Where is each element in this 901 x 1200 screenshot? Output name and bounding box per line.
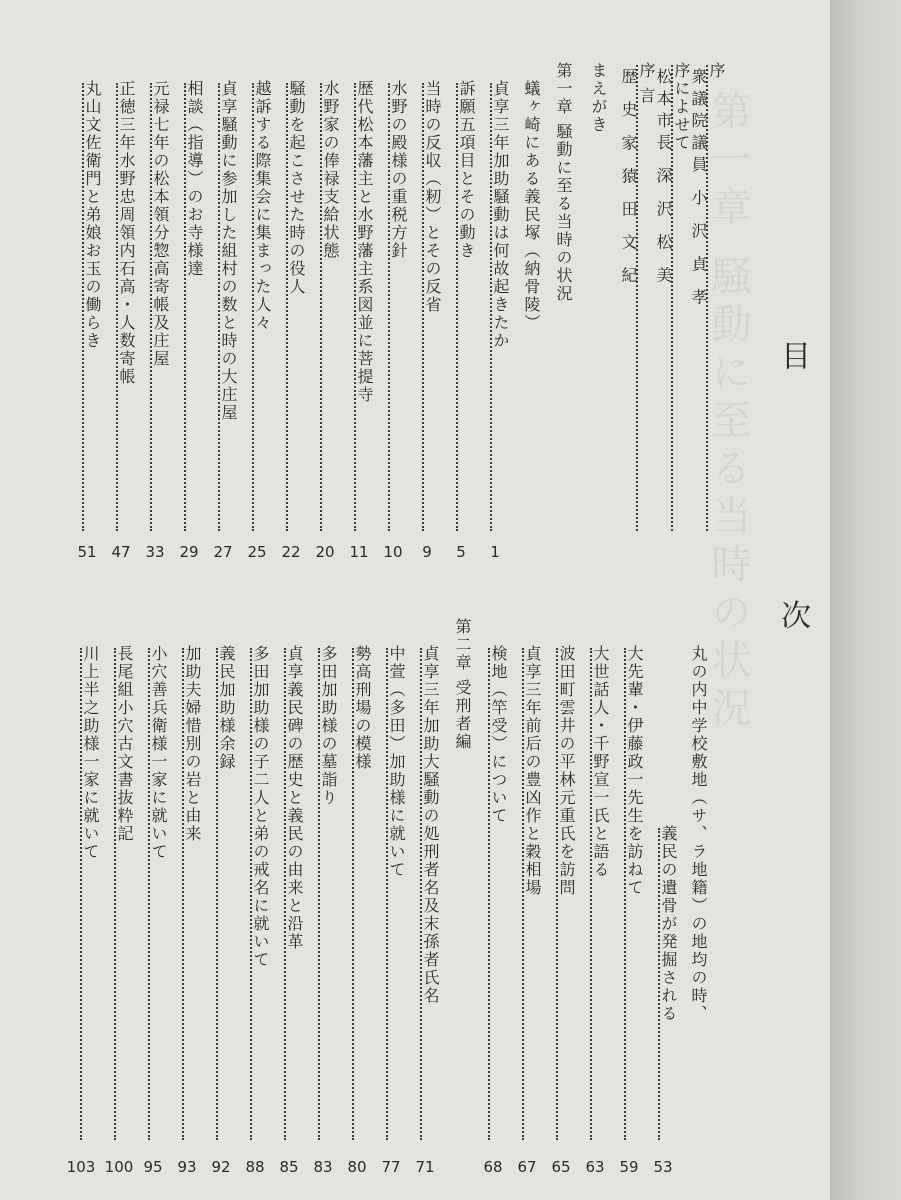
- toc-entry[interactable]: 蟻ヶ崎にある義民塚（納骨陵）: [522, 80, 541, 332]
- page-number: 100: [104, 1158, 134, 1176]
- leader-dots: [386, 648, 388, 1140]
- toc-entry[interactable]: [252, 80, 270, 534]
- toc-entry[interactable]: [114, 645, 132, 1143]
- page-number: 95: [143, 1158, 163, 1176]
- leader-dots: [420, 648, 422, 1140]
- toc-entry[interactable]: [420, 645, 438, 1143]
- page-number: 68: [483, 1158, 503, 1176]
- toc-entry[interactable]: [82, 80, 100, 534]
- page-number: 67: [517, 1158, 537, 1176]
- page-number: 85: [279, 1158, 299, 1176]
- toc-entry-title: 正徳三年水野忠周領内石高・人数寄帳: [117, 80, 136, 386]
- toc-entry[interactable]: [620, 62, 654, 534]
- page-gutter-shadow: [830, 0, 901, 1200]
- toc-entry[interactable]: [354, 80, 372, 534]
- leader-dots: [624, 648, 626, 1140]
- leader-dots: [216, 648, 218, 1140]
- toc-entry-title: 多田加助様の子二人と弟の戒名に就いて: [251, 645, 270, 969]
- toc-entry-title: 序: [707, 62, 726, 80]
- toc-entry[interactable]: [590, 62, 606, 134]
- page-number: 103: [66, 1158, 96, 1176]
- leader-dots: [184, 83, 186, 531]
- toc-entry[interactable]: 丸の内中学校敷地（サ、ラ地籍）の地均の時、: [689, 645, 708, 1023]
- toc-entry[interactable]: [624, 645, 642, 1143]
- leader-dots: [318, 648, 320, 1140]
- toc-entry-title: 川上半之助様一家に就いて: [81, 645, 100, 861]
- page-number: 63: [585, 1158, 605, 1176]
- toc-entry[interactable]: [284, 645, 302, 1143]
- page-number: 27: [213, 543, 233, 561]
- toc-entry-title: 加助夫婦惜別の岩と由来: [183, 645, 202, 843]
- toc-entry-title: 検地（竿受）について: [489, 645, 508, 825]
- toc-entry[interactable]: [184, 80, 202, 534]
- toc-entry[interactable]: [216, 645, 234, 1143]
- toc-entry-title: 多田加助様の墓詣り: [319, 645, 338, 807]
- leader-dots: [456, 83, 458, 531]
- toc-entry-author: 歴 史 家 猿 田 文 紀: [619, 68, 638, 289]
- toc-entry[interactable]: [218, 80, 236, 534]
- page-number: 92: [211, 1158, 231, 1176]
- page-number: 20: [315, 543, 335, 561]
- leader-dots: [218, 83, 220, 531]
- toc-entry-title: 大先輩・伊藤政一先生を訪ねて: [625, 645, 644, 897]
- page-number: 80: [347, 1158, 367, 1176]
- toc-entry[interactable]: [658, 825, 676, 1143]
- toc-entry-title: 当時の反収（籾）とその反省: [423, 80, 442, 314]
- toc-entry-author: 衆議院議員 小 沢 貞 孝: [689, 68, 708, 311]
- toc-entry-title: 越訴する際集会に集まった人々: [253, 80, 272, 332]
- page-number: 33: [145, 543, 165, 561]
- page-number: 77: [381, 1158, 401, 1176]
- leader-dots: [182, 648, 184, 1140]
- toc-entry-title: 勢高刑場の模様: [353, 645, 372, 771]
- page-number: 9: [422, 543, 432, 561]
- leader-dots: [590, 648, 592, 1140]
- toc-entry[interactable]: [590, 645, 608, 1143]
- leader-dots: [658, 828, 660, 1140]
- toc-entry-title: まえがき: [589, 62, 608, 134]
- toc-entry-title: 元禄七年の松本領分惣高寄帳及庄屋: [151, 80, 170, 368]
- page-number: 59: [619, 1158, 639, 1176]
- toc-entry[interactable]: [388, 80, 406, 534]
- toc-entry[interactable]: [148, 645, 166, 1143]
- page-number: 53: [653, 1158, 673, 1176]
- page-number: 25: [247, 543, 267, 561]
- toc-entry-title: 水野の殿様の重税方針: [389, 80, 408, 260]
- toc-entry-title: 丸山文佐衛門と弟娘お玉の働らき: [83, 80, 102, 350]
- toc-entry[interactable]: [386, 645, 404, 1143]
- page-number: 10: [383, 543, 403, 561]
- toc-entry-title: 長尾組小穴古文書抜粋記: [115, 645, 134, 843]
- toc-entry-title: 義民加助様余録: [217, 645, 236, 771]
- page-number: 22: [281, 543, 301, 561]
- toc-entry[interactable]: [250, 645, 268, 1143]
- page-number: 5: [456, 543, 466, 561]
- page-number: 1: [490, 543, 500, 561]
- toc-entry-title: 序によせて: [672, 62, 691, 152]
- toc-entry[interactable]: [522, 645, 540, 1143]
- leader-dots: [320, 83, 322, 531]
- toc-entry-author: 松本市長 深 沢 松 美: [654, 68, 673, 289]
- leader-dots: [284, 648, 286, 1140]
- toc-entry[interactable]: [352, 645, 370, 1143]
- leader-dots: [354, 83, 356, 531]
- toc-entry-title: 貞享三年加助大騒動の処刑者名及末孫者氏名: [421, 645, 440, 1005]
- toc-entry[interactable]: [318, 645, 336, 1143]
- toc-entry[interactable]: [690, 62, 724, 534]
- toc-entry[interactable]: [80, 645, 98, 1143]
- toc-entry-title: 波田町雲井の平林元重氏を訪問: [557, 645, 576, 897]
- leader-dots: [286, 83, 288, 531]
- toc-entry[interactable]: [422, 80, 440, 534]
- toc-entry[interactable]: [556, 645, 574, 1143]
- leader-dots: [80, 648, 82, 1140]
- leader-dots: [422, 83, 424, 531]
- toc-entry-title: 騒動を起こさせた時の役人: [287, 80, 306, 296]
- page-number: 47: [111, 543, 131, 561]
- leader-dots: [116, 83, 118, 531]
- toc-entry-title: 相談（指導）のお寺様達: [185, 80, 204, 278]
- toc-entry-title: 義民の遺骨が発掘される: [659, 825, 678, 1023]
- page-number: 71: [415, 1158, 435, 1176]
- leader-dots: [250, 648, 252, 1140]
- leader-dots: [556, 648, 558, 1140]
- toc-entry-title: 大世話人・千野宣一氏と語る: [591, 645, 610, 879]
- page-number: 51: [77, 543, 97, 561]
- toc-entry-title: 水野家の俸禄支給状態: [321, 80, 340, 260]
- toc-entry[interactable]: [150, 80, 168, 534]
- toc-entry-title: 訴願五項目とその動き: [457, 80, 476, 260]
- leader-dots: [388, 83, 390, 531]
- toc-entry[interactable]: [182, 645, 200, 1143]
- page-number: 83: [313, 1158, 333, 1176]
- leader-dots: [488, 648, 490, 1140]
- toc-entry[interactable]: [490, 80, 508, 534]
- chapter-heading: 第二章 受刑者編: [453, 618, 472, 752]
- leader-dots: [150, 83, 152, 531]
- toc-entry[interactable]: [116, 80, 134, 534]
- page-title: 目 次: [775, 340, 810, 740]
- leader-dots: [148, 648, 150, 1140]
- leader-dots: [490, 83, 492, 531]
- page-number: 65: [551, 1158, 571, 1176]
- leader-dots: [114, 648, 116, 1140]
- toc-entry-title: 中萱（多田）加助様に就いて: [387, 645, 406, 879]
- toc-entry-title: 貞享騒動に参加した組村の数と時の大庄屋: [219, 80, 238, 422]
- toc-entry-title: 貞享三年加助騒動は何故起きたか: [491, 80, 510, 350]
- toc-entry-title: 歴代松本藩主と水野藩主系図並に菩提寺: [355, 80, 374, 404]
- chapter-heading: 第一章 騒動に至る当時の状況: [554, 62, 573, 304]
- toc-entry[interactable]: [456, 80, 474, 534]
- toc-entry[interactable]: [655, 62, 689, 534]
- toc-entry-title: 貞享三年前后の豊凶作と穀相場: [523, 645, 542, 897]
- page-number: 29: [179, 543, 199, 561]
- page-number: 11: [349, 543, 369, 561]
- leader-dots: [252, 83, 254, 531]
- leader-dots: [522, 648, 524, 1140]
- page-number: 93: [177, 1158, 197, 1176]
- show-through-text: 第一章 騒動に至る当時の状況: [705, 90, 751, 735]
- toc-entry-title: 序 言: [637, 62, 656, 106]
- toc-entry-title: 小穴善兵衛様一家に就いて: [149, 645, 168, 861]
- toc-entry-title: 貞享義民碑の歴史と義民の由来と沿革: [285, 645, 304, 951]
- page-number: 88: [245, 1158, 265, 1176]
- leader-dots: [352, 648, 354, 1140]
- toc-entry[interactable]: [320, 80, 338, 534]
- toc-entry[interactable]: [488, 645, 506, 1143]
- leader-dots: [82, 83, 84, 531]
- toc-entry[interactable]: [286, 80, 304, 534]
